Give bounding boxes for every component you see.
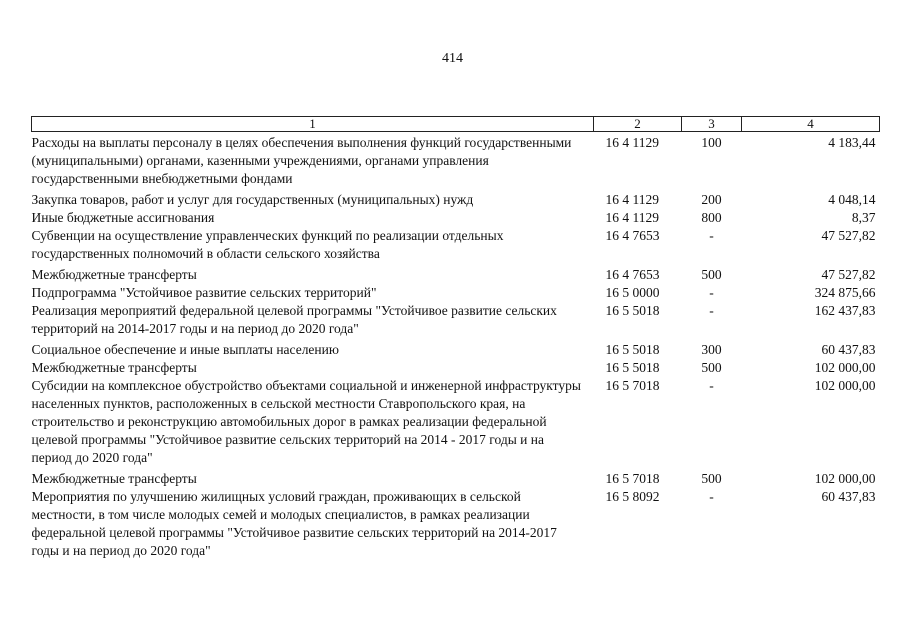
row-name: Межбюджетные трансферты: [31, 267, 197, 282]
table-row: [32, 191, 880, 209]
row-code: 16 5 5018: [605, 360, 660, 375]
row-code: 16 5 7018: [605, 471, 660, 486]
row-type: 200: [701, 192, 722, 207]
row-code: 16 5 7018: [605, 378, 660, 393]
row-code: 16 4 1129: [605, 192, 659, 207]
table-row: [32, 132, 880, 192]
row-code: 16 4 7653: [605, 228, 660, 243]
row-type: 500: [701, 360, 722, 375]
row-name: Реализация мероприятий федеральной целевой программы "Устойчивое развитие сельских территорий на 2014-2017 годы и на период до 2020 года": [31, 303, 557, 336]
table-row: [32, 488, 880, 560]
row-amount: 162 437,83: [814, 303, 876, 318]
row-name: Подпрограмма "Устойчивое развитие сельских территорий": [31, 285, 377, 300]
row-type: 800: [701, 210, 722, 225]
row-amount: 8,37: [851, 210, 876, 225]
row-amount: 4 183,44: [828, 135, 876, 150]
row-name: Субвенции на осуществление управленческих функций по реализации отдельных государственных полномочий в области сельского хозяйства: [31, 228, 504, 261]
row-amount: 324 875,66: [814, 285, 876, 300]
row-type: -: [709, 378, 714, 393]
budget-table: [31, 116, 880, 560]
table-row: [32, 266, 880, 284]
row-code: 16 5 5018: [605, 303, 660, 318]
table-row: [32, 377, 880, 470]
row-type: -: [709, 303, 714, 318]
row-name: Межбюджетные трансферты: [31, 471, 197, 486]
table-row: [32, 470, 880, 488]
row-code: 16 4 7653: [605, 267, 660, 282]
page-number: 414: [442, 51, 463, 66]
row-amount: 102 000,00: [814, 360, 876, 375]
table-row: [32, 227, 880, 266]
table-header-row: [32, 117, 880, 132]
row-name: Мероприятия по улучшению жилищных условий граждан, проживающих в сельской местности, в том числе молодых семей и молодых специалистов, в рамках реализации федеральной целевой программы "Устойчивое развитие сельских территорий на 2014-2017 годы и на период до 2020 года": [31, 489, 557, 558]
row-name: Межбюджетные трансферты: [31, 360, 197, 375]
row-type: 300: [701, 342, 722, 357]
row-amount: 102 000,00: [814, 378, 876, 393]
row-amount: 60 437,83: [821, 489, 876, 504]
row-code: 16 5 5018: [605, 342, 660, 357]
row-amount: 60 437,83: [821, 342, 876, 357]
row-type: 100: [701, 135, 722, 150]
table-row: [32, 341, 880, 359]
row-type: -: [709, 489, 714, 504]
row-amount: 47 527,82: [821, 228, 876, 243]
row-name: Иные бюджетные ассигнования: [31, 210, 215, 225]
column-header-name: 1: [32, 117, 594, 132]
column-header-code: 2: [594, 117, 682, 132]
row-code: 16 4 1129: [605, 210, 659, 225]
row-amount: 102 000,00: [814, 471, 876, 486]
table-row: [32, 209, 880, 227]
row-name: Субсидии на комплексное обустройство объектами социальной и инженерной инфраструктуры населенных пунктов, расположенных в сельской местности Ставропольского края, на строительство и реконструкцию автомобильных дорог в рамках реализации федеральной целевой программы "Устойчивое развитие сельских территорий на 2014 - 2017 годы и на период до 2020 года": [31, 378, 581, 465]
row-type: 500: [701, 471, 722, 486]
row-code: 16 4 1129: [605, 135, 659, 150]
row-amount: 4 048,14: [828, 192, 876, 207]
row-amount: 47 527,82: [821, 267, 876, 282]
table-row: [32, 359, 880, 377]
row-type: 500: [701, 267, 722, 282]
row-name: Расходы на выплаты персоналу в целях обеспечения выполнения функций государственными (муниципальными) органами, казенными учреждениями, органами управления государственными внебюджетными фондами: [31, 135, 572, 186]
table-row: [32, 284, 880, 302]
row-code: 16 5 0000: [605, 285, 660, 300]
column-header-amount: 4: [742, 117, 880, 132]
row-name: Закупка товаров, работ и услуг для государственных (муниципальных) нужд: [31, 192, 474, 207]
row-type: -: [709, 285, 714, 300]
row-code: 16 5 8092: [605, 489, 660, 504]
column-header-type: 3: [682, 117, 742, 132]
table-row: [32, 302, 880, 341]
row-type: -: [709, 228, 714, 243]
row-name: Социальное обеспечение и иные выплаты населению: [31, 342, 339, 357]
